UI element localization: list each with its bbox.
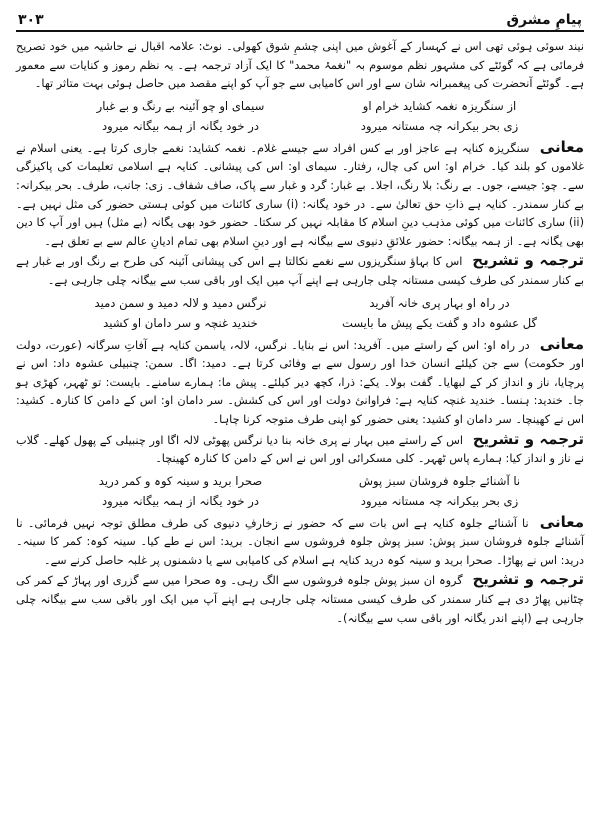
intro-paragraph: نیند سوئی ہوئی تھی اس نے کہسار کے آغوش میں اپنی چشمِ شوق کھولی۔ نوٹ: علامہ اقبال نے حاشیہ میں خود تصریح فرمائی ہے کہ گوئٹے کی مشہور نظم موسوم بہ "نغمۂ محمد" کا ایک آزاد ترجمہ ہے۔ یہ نظم رموز و کنایات سے معمور ہے۔ گوئٹے آنحضرت کی پیغمبرانہ شان سے اور اس کامیابی سے جو آپ کو اپنے مقصد میں حاصل ہوئی بہت متاثر تھا۔ — [16, 40, 584, 91]
translation-section — [16, 430, 584, 469]
meanings-label: معانی — [539, 334, 584, 353]
meanings-text: سنگریزہ کنایہ ہے عاجز اور بے کس افراد سے جیسے غلام۔ نغمہ کشاید: نغمے جاری کرتا ہے۔ یعنی اسلام نے غلاموں کو بلند کیا۔ خرام او: اس کی چال، رفتار۔ سیمای او: اس کی پیشانی۔ کنایہ ہے اسلامی تعلیمات کی پاکیزگی سے۔ چو: جیسے، جوں۔ بے رنگ: بلا رنگ، اجلا۔ بے غبار: گرد و غبار سے پاک، صاف شفاف۔ زی: جانب، طرف۔ بحر بیکرانہ: بے کنار سمندر۔ کنایہ ہے ذاتِ حق تعالیٰ سے۔ در خود یگانہ: (i) ساری کائنات میں کوئی ہستی حضور کی مثل نہیں ہے۔ (ii) ساری کائنات میں کوئی مذہب دینِ اسلام کا مقابلہ نہیں کر سکتا۔ حضور خود بھی یگانہ (بے مثل) ہیں اور آپ کا دین بھی یگانہ ہے۔ از ہمہ بیگانہ: حضور علائقِ دنیوی سے بیگانہ ہے اور دینِ اسلام بھی تمام ادیانِ عالم سے بے تعلق ہے۔ — [16, 141, 585, 248]
translation-section — [16, 570, 584, 628]
verse-line: در راہ او بہار پری خانہ آفرید — [369, 295, 510, 310]
meanings-section — [16, 513, 584, 571]
meanings-text: نا آشنائے جلوہ کنایہ ہے اس بات سے کہ حضور نے زخارفِ دنیوی کی طرف مطلق توجہ نہیں فرمائی۔ نا آشنائے جلوہ فروشان سبز پوش: سبز پوش جلوہ فروشوں سے انجان۔ برید: اس نے طے کیا۔ سینہ کوہ: کمر کا سینہ۔ درید: اس نے پھاڑا۔ صحرا برید و سینہ کوہ درید کنایہ ہے اسلام کی کامیابی سے یا دشمنوں پر غلبہ حاصل کرنے سے۔ — [16, 516, 584, 567]
verse-block — [16, 293, 584, 333]
verse-line: خندید غنچہ و سر دامان او کشید — [103, 315, 258, 330]
translation-label: ترجمہ و تشریح — [472, 429, 584, 448]
translation-text: اس کے راستے میں بہار نے پری خانہ بنا دیا نرگس پھوٹی لالہ اگا اور چنبیلی کے پھول کھلے۔ گلاب نے ناز و انداز کیا: ہمارے پاس ٹھہر۔ کلی مسکرائی اور اس نے اس کے دامن کا کنارہ کھینچا۔ — [16, 433, 584, 466]
translation-label: ترجمہ و تشریح — [472, 251, 584, 270]
verse-block — [16, 96, 584, 136]
verse-line: نرگس دمید و لالہ دمید و سمن دمید — [94, 295, 267, 310]
page-content — [16, 38, 584, 628]
verse-line: در خود یگانہ از ہمہ بیگانہ میرود — [101, 118, 260, 133]
meanings-label: معانی — [539, 137, 584, 156]
verse-line: گل عشوہ داد و گفت یکے پیش ما بایست — [341, 315, 538, 330]
verse-line: صحرا برید و سینہ کوہ و کمر درید — [98, 473, 263, 488]
book-title: پیامِ مشرق — [506, 12, 582, 28]
meanings-section — [16, 335, 584, 430]
verse-line: سیمای او چو آئینہ بے رنگ و بے غبار — [96, 98, 265, 113]
meanings-text: در راہ او: اس کے راستے میں۔ آفرید: اس نے بنایا۔ نرگس، لالہ، یاسمن کنایہ ہے آفاتِ سرگانہ (عورت، دولت اور حکومت) سے جن کیلئے انسان خدا اور رسول سے بے وفائی کرتا ہے۔ دمید: اگا۔ سمن: چنبیلی عشوہ داد: اس نے پرچایا، ناز و انداز کر کے لبھایا۔ گفت بولا۔ یکے: ذرا، کچھ دیر کیلئے۔ پیش ما: ہمارے سامنے۔ بایست: تو ٹھہر، کھڑی ہو جا۔ خندید: ہنسا۔ خندید غنچہ کنایہ ہے: فراوانیٔ دولت اور اس کی کشش۔ سر دامان او: اس کے دامن کا کنارہ۔ کشید: اس نے کھینچا۔ سر دامان او کشید: یعنی حضور کو اپنی طرف متوجہ کرنا چاہا۔ — [16, 338, 584, 426]
verse-line: زی بحر بیکرانہ چہ مستانہ میرود — [360, 118, 519, 133]
verse-line: از سنگریزہ نغمہ کشاید خرام او — [362, 98, 517, 113]
verse-block — [16, 471, 584, 511]
page-header — [16, 6, 584, 32]
translation-label: ترجمہ و تشریح — [472, 570, 584, 589]
verse-line: نا آشنائے جلوہ فروشان سبز پوش — [358, 473, 521, 488]
verse-line: در خود یگانہ از ہمہ بیگانہ میرود — [101, 493, 260, 508]
translation-text: اس کا بہاؤ سنگریزوں سے نغمے نکالتا ہے اس کی پیشانی آئینہ کی طرح بے رنگ اور بے غبار ہے بے کنار سمندر کی طرف کیسی مستانہ چلی جارہی ہے اپنے آپ میں ایک اور باقی سب سے بیگانہ چلی جارہی ہے۔ — [16, 255, 584, 287]
translation-section — [16, 251, 584, 290]
meanings-label: معانی — [539, 512, 584, 531]
meanings-section — [16, 138, 584, 252]
verse-line: زی بحر بیکرانہ چہ مستانہ میرود — [360, 493, 519, 508]
translation-text: گروہ ان سبز پوش جلوہ فروشوں سے الگ رہی۔ وہ صحرا میں سے گزری اور پہاڑ کے کمر کی چٹانیں پھاڑ دی ہے کنار سمندر کی طرف کیسی مستانہ چلی جارہی ہے اپنے آپ میں ایک اور باقی سب سے بیگانہ چلی جارہی ہے (اپنے اندر یگانہ اور باقی سب سے بیگانہ)۔ — [16, 574, 584, 625]
page-number: ۳۰۳ — [18, 12, 44, 28]
